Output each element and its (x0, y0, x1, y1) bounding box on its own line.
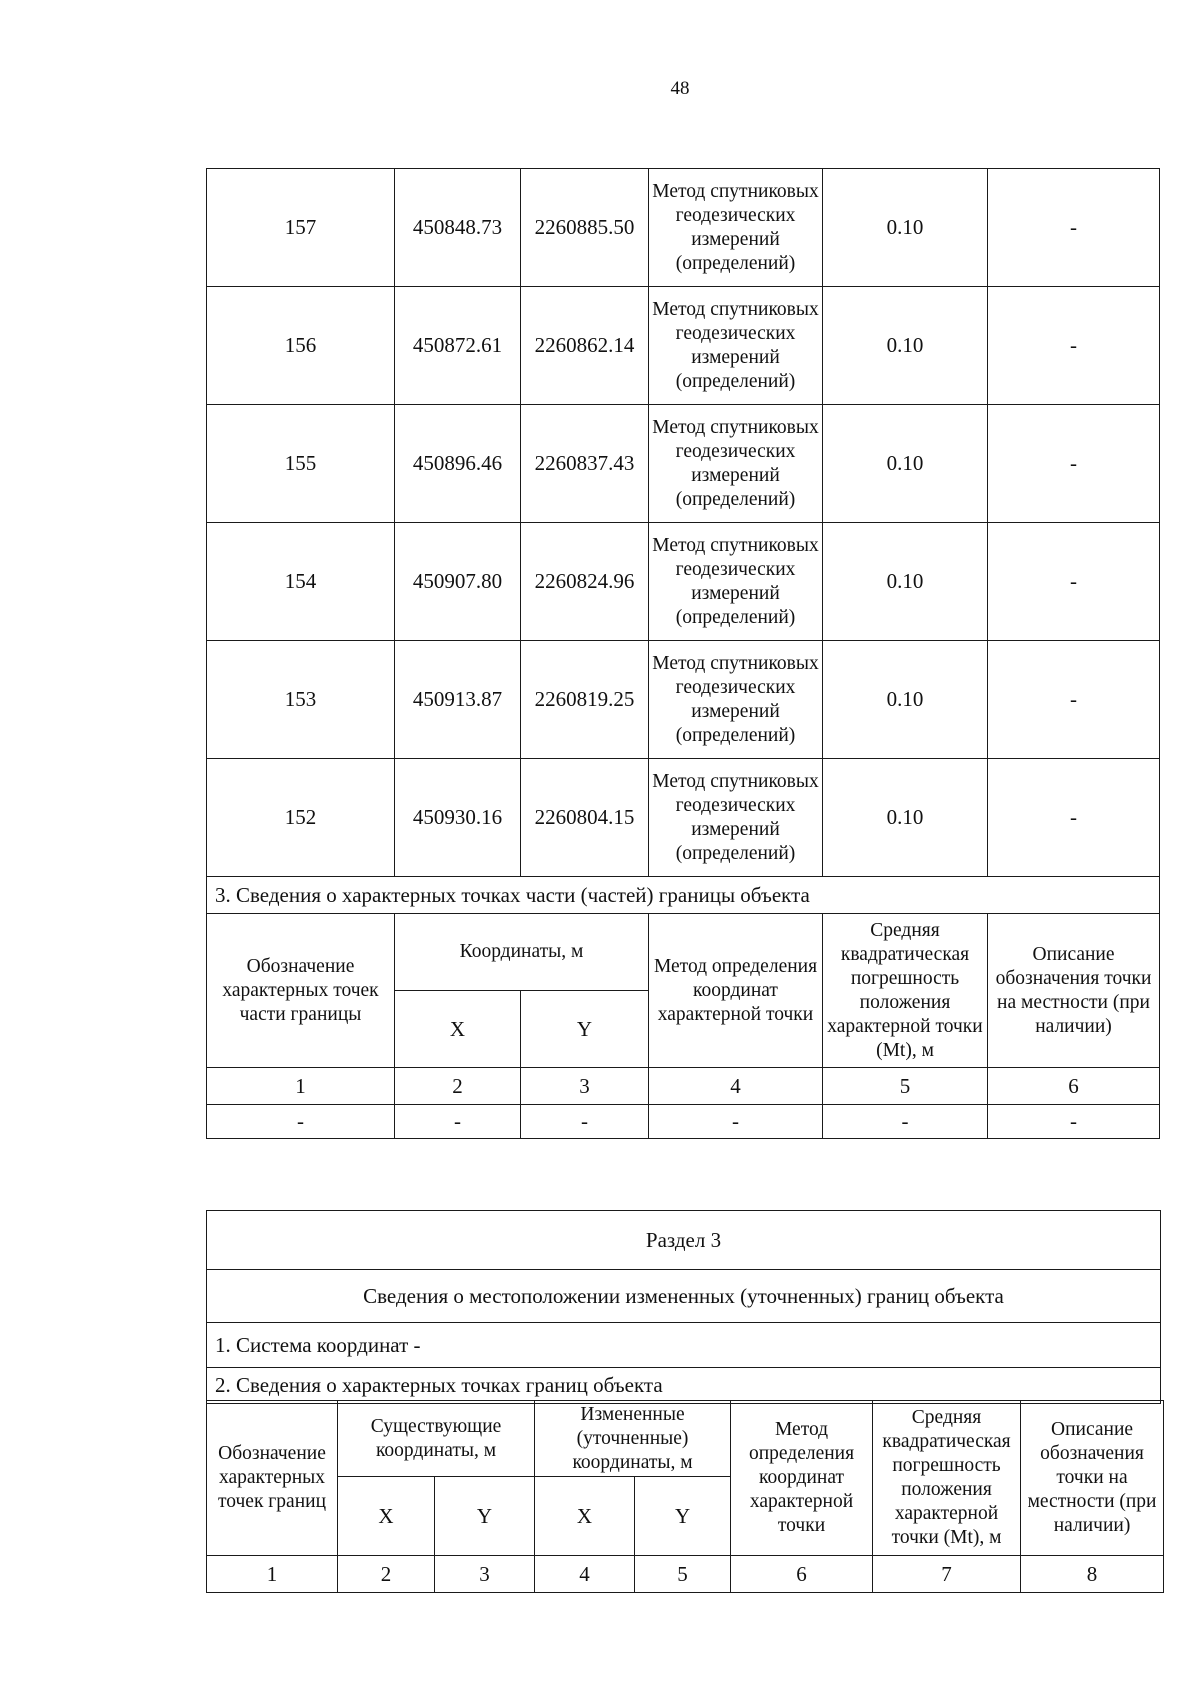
empty-cell: - (823, 1105, 988, 1139)
col-number: 6 (988, 1068, 1160, 1105)
empty-cell: - (988, 1105, 1160, 1139)
header-coordinates: Координаты, м (395, 914, 649, 991)
method-cell: Метод спутниковых геодезических измерений (определений) (649, 405, 823, 523)
section3-header-table (206, 1210, 1161, 1404)
col-number: 4 (649, 1068, 823, 1105)
s3-header-error: Средняя квадратическая погрешность положения характерной точки (Mt), м (873, 1401, 1021, 1556)
description-cell: - (988, 523, 1160, 641)
s3-header-x: X (535, 1477, 635, 1556)
section3-number-row (207, 1556, 1164, 1593)
part3-empty-row (207, 1105, 1160, 1139)
header-y: Y (521, 991, 649, 1068)
s3-header-x: X (338, 1477, 435, 1556)
method-cell: Метод спутниковых геодезических измерений (определений) (649, 523, 823, 641)
point-number: 152 (207, 759, 395, 877)
empty-cell: - (649, 1105, 823, 1139)
empty-cell: - (207, 1105, 395, 1139)
page-number: 48 (670, 78, 690, 99)
header-description: Описание обозначения точки на местности (при наличии) (988, 914, 1160, 1068)
section3-points-table (206, 1400, 1164, 1593)
empty-cell: - (521, 1105, 649, 1139)
coord-system: 1. Система координат - (207, 1323, 1161, 1368)
part3-title: 3. Сведения о характерных точках части (частей) границы объекта (207, 877, 1160, 914)
coord-y: 2260862.14 (521, 287, 649, 405)
s3-header-designation: Обозначение характерных точек границ (207, 1401, 338, 1556)
point-number: 157 (207, 169, 395, 287)
coordinate-row (207, 641, 1160, 759)
coordinates-table-body (207, 169, 1160, 1139)
header-designation: Обозначение характерных точек части границы (207, 914, 395, 1068)
error-cell: 0.10 (823, 759, 988, 877)
error-cell: 0.10 (823, 287, 988, 405)
s3-header-method: Метод определения координат характерной точки (731, 1401, 873, 1556)
coord-y: 2260885.50 (521, 169, 649, 287)
s3-col-number: 8 (1021, 1556, 1164, 1593)
coordinate-row (207, 759, 1160, 877)
description-cell: - (988, 405, 1160, 523)
error-cell: 0.10 (823, 523, 988, 641)
col-number: 2 (395, 1068, 521, 1105)
section3-title-row (207, 1211, 1161, 1270)
coordinate-row (207, 287, 1160, 405)
coord-y: 2260824.96 (521, 523, 649, 641)
description-cell: - (988, 169, 1160, 287)
error-cell: 0.10 (823, 169, 988, 287)
s3-header-y: Y (435, 1477, 535, 1556)
part3-title-row (207, 877, 1160, 914)
part3-header-row (207, 914, 1160, 991)
coord-x: 450848.73 (395, 169, 521, 287)
coord-x: 450872.61 (395, 287, 521, 405)
section3-header-row (207, 1401, 1164, 1477)
s3-col-number: 4 (535, 1556, 635, 1593)
description-cell: - (988, 759, 1160, 877)
empty-cell: - (395, 1105, 521, 1139)
method-cell: Метод спутниковых геодезических измерений (определений) (649, 641, 823, 759)
col-number: 1 (207, 1068, 395, 1105)
s3-col-number: 2 (338, 1556, 435, 1593)
coord-x: 450913.87 (395, 641, 521, 759)
s3-header-existing: Существующие координаты, м (338, 1401, 535, 1477)
method-cell: Метод спутниковых геодезических измерений (определений) (649, 169, 823, 287)
coord-x: 450930.16 (395, 759, 521, 877)
coord-y: 2260837.43 (521, 405, 649, 523)
header-method: Метод определения координат характерной точки (649, 914, 823, 1068)
point-number: 156 (207, 287, 395, 405)
coord-y: 2260804.15 (521, 759, 649, 877)
s3-col-number: 6 (731, 1556, 873, 1593)
s3-header-y: Y (635, 1477, 731, 1556)
section3-subtitle: Сведения о местоположении измененных (уточненных) границ объекта (207, 1270, 1161, 1323)
part3-number-row (207, 1068, 1160, 1105)
method-cell: Метод спутниковых геодезических измерений (определений) (649, 287, 823, 405)
points-title-row (207, 1368, 1161, 1404)
points-title: 2. Сведения о характерных точках границ объекта (207, 1368, 1161, 1404)
col-number: 3 (521, 1068, 649, 1105)
point-number: 154 (207, 523, 395, 641)
method-cell: Метод спутниковых геодезических измерений (определений) (649, 759, 823, 877)
description-cell: - (988, 641, 1160, 759)
coord-y: 2260819.25 (521, 641, 649, 759)
s3-col-number: 5 (635, 1556, 731, 1593)
section3-title: Раздел 3 (207, 1211, 1161, 1270)
header-x: X (395, 991, 521, 1068)
error-cell: 0.10 (823, 405, 988, 523)
point-number: 153 (207, 641, 395, 759)
coordinate-row (207, 169, 1160, 287)
coord-system-row (207, 1323, 1161, 1368)
coordinate-row (207, 523, 1160, 641)
coord-x: 450896.46 (395, 405, 521, 523)
coordinates-table (206, 168, 1160, 1139)
s3-header-changed: Измененные (уточненные) координаты, м (535, 1401, 731, 1477)
point-number: 155 (207, 405, 395, 523)
header-error: Средняя квадратическая погрешность положения характерной точки (Mt), м (823, 914, 988, 1068)
coordinate-row (207, 405, 1160, 523)
col-number: 5 (823, 1068, 988, 1105)
s3-col-number: 7 (873, 1556, 1021, 1593)
coord-x: 450907.80 (395, 523, 521, 641)
error-cell: 0.10 (823, 641, 988, 759)
s3-header-description: Описание обозначения точки на местности (при наличии) (1021, 1401, 1164, 1556)
s3-col-number: 3 (435, 1556, 535, 1593)
s3-col-number: 1 (207, 1556, 338, 1593)
section3-subtitle-row (207, 1270, 1161, 1323)
description-cell: - (988, 287, 1160, 405)
